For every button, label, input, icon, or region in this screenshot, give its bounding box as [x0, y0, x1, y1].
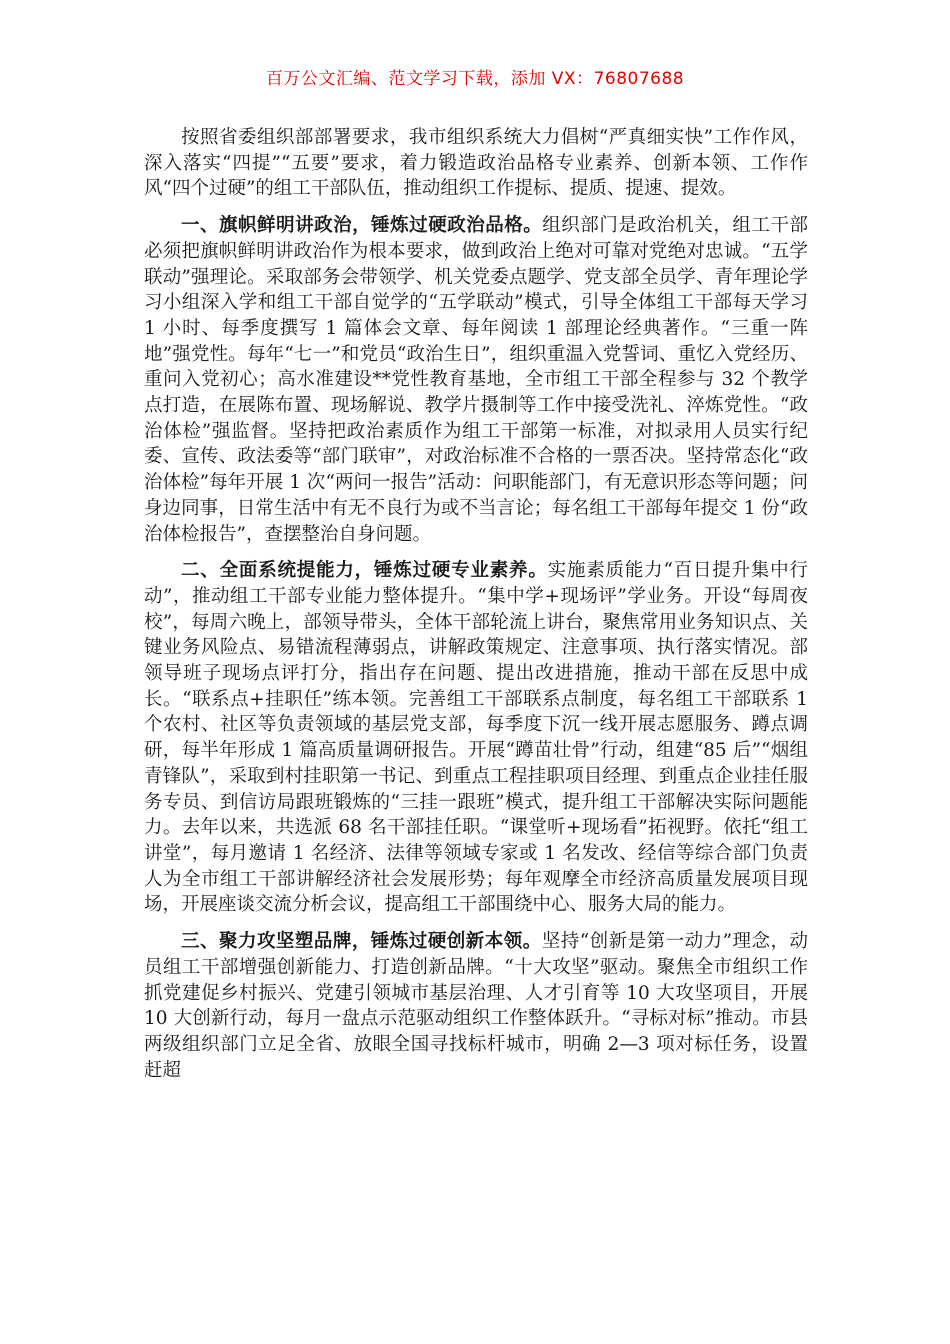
section-3-text: 坚持“创新是第一动力”理念，动员组工干部增强创新能力、打造创新品牌。“十大攻坚”驱动。聚焦全市组织工作抓党建促乡村振兴、党建引领城市基层治理、人才引育等 10 大攻坚项目，开展 10 大创新行动，每月一盘点示范驱动组织工作整体跃升。“寻标对标”推动。市县两级组织部门立足全省、放眼全国寻找标杆城市，明确 2—3 项对标任务，设置赶超	[144, 931, 808, 1081]
section-3-heading: 三、聚力攻坚塑品牌，锤炼过硬创新本领。	[181, 931, 542, 953]
document-header-banner: 百万公文汇编、范文学习下载，添加 VX：76807688	[265, 69, 685, 89]
section-2-text: 实施素质能力“百日提升集中行动”，推动组工干部专业能力整体提升。“集中学+现场评”学业务。开设“每周夜校”，每周六晚上，部领导带头，全体干部轮流上讲台，聚焦常用业务知识点、关键业务风险点、易错流程薄弱点，讲解政策规定、注意事项、执行落实情况。部领导班子现场点评打分，指出存在问题、提出改进措施，推动干部在反思中成长。“联系点+挂职任”练本领。完善组工干部联系点制度，每名组工干部联系 1 个农村、社区等负责领域的基层党支部，每季度下沉一线开展志愿服务、蹲点调研，每半年形成 1 篇高质量调研报告。开展“蹲苗壮骨”行动，组建“85 后”“烟组青锋队”，采取到村挂职第一书记、到重点工程挂职项目经理、到重点企业挂任服务专员、到信访局跟班锻炼的“三挂一跟班”模式，提升组工干部解决实际问题能力。去年以来，共选派 68 名干部挂任职。“课堂听+现场看”拓视野。依托“组工讲堂”，每月邀请 1 名经济、法律等领域专家或 1 名发改、经信等综合部门负责人为全市组工干部讲解经济社会发展形势；每年观摩全市经济高质量发展项目现场，开展座谈交流分析会议，提高组工干部围绕中心、服务大局的能力。	[144, 560, 808, 916]
document-body	[144, 125, 808, 1094]
section-1-heading: 一、旗帜鲜明讲政治，锤炼过硬政治品格。	[181, 215, 543, 237]
section-3-paragraph	[144, 929, 808, 1083]
paragraph-text: 按照省委组织部部署要求，我市组织系统大力倡树“严真细实快”工作作风，深入落实“四提”“五要”要求，着力锻造政治品格专业素养、创新本领、工作作风“四个过硬”的组工干部队伍，推动组织工作提标、提质、提速、提效。	[144, 127, 808, 200]
section-1-paragraph	[144, 213, 808, 547]
section-2-paragraph	[144, 558, 808, 918]
intro-paragraph	[144, 125, 808, 202]
section-2-heading: 二、全面系统提能力，锤炼过硬专业素养。	[181, 560, 548, 582]
section-1-text: 组织部门是政治机关，组工干部必须把旗帜鲜明讲政治作为根本要求，做到政治上绝对可靠对党绝对忠诚。“五学联动”强理论。采取部务会带领学、机关党委点题学、党支部全员学、青年理论学习小组深入学和组工干部自觉学的“五学联动”模式，引导全体组工干部每天学习 1 小时、每季度撰写 1 篇体会文章、每年阅读 1 部理论经典著作。“三重一阵地”强党性。每年“七一”和党员“政治生日”，组织重温入党誓词、重忆入党经历、重问入党初心；高水准建设**党性教育基地，全市组工干部全程参与 32 个教学点打造，在展陈布置、现场解说、教学片摄制等工作中接受洗礼、淬炼党性。“政治体检”强监督。坚持把政治素质作为组工干部第一标准，对拟录用人员实行纪委、宣传、政法委等“部门联审”，对政治标准不合格的一票否决。坚持常态化“政治体检”每年开展 1 次“两问一报告”活动：问职能部门，有无意识形态等问题；问身边同事，日常生活中有无不良行为或不当言论；每名组工干部每年提交 1 份“政治体检报告”，查摆整治自身问题。	[144, 215, 808, 545]
